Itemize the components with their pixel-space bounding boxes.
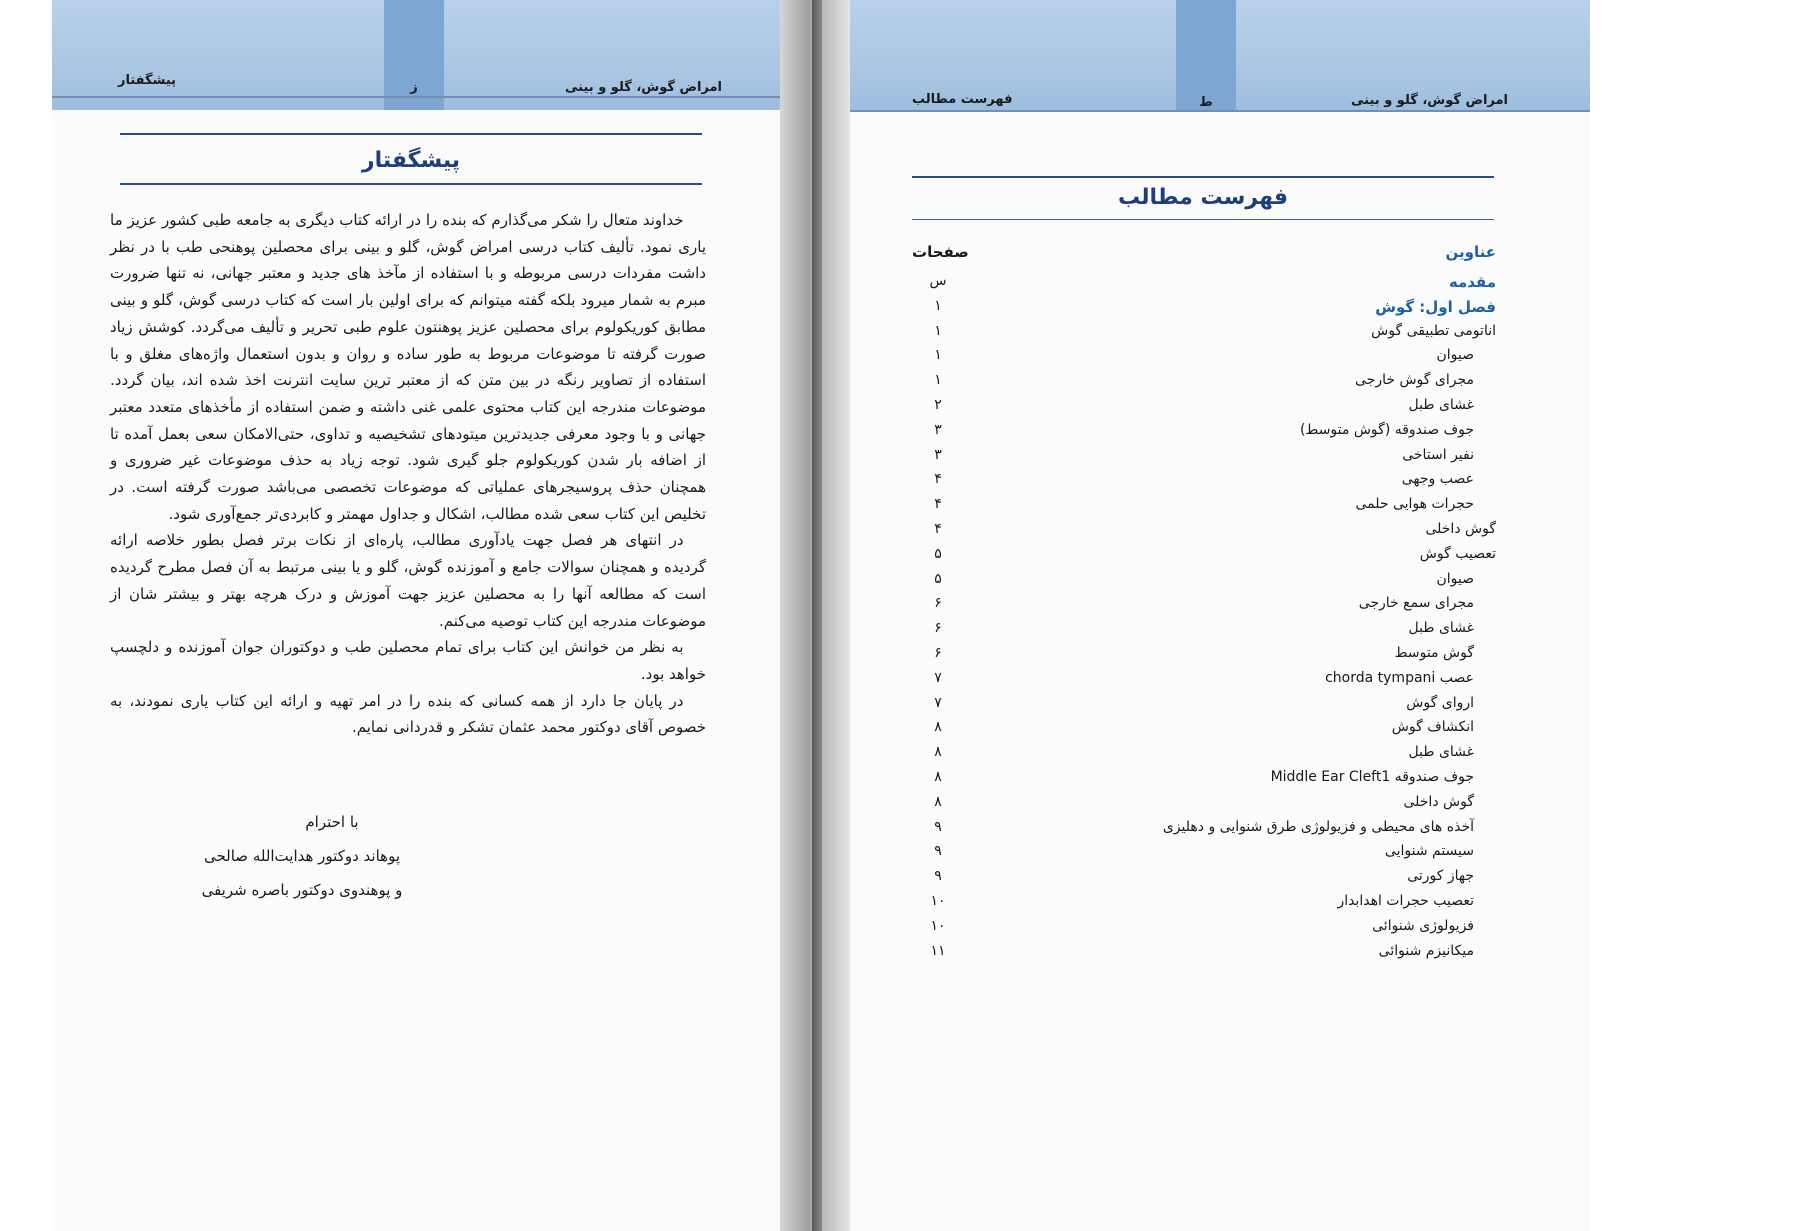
toc-entry-page: ۱ (934, 347, 942, 364)
toc-entry-title: آخذه های محیطی و فزیولوژی طرق شنوایی و دهلیزی (1162, 818, 1474, 835)
toc-entry-page: ۱۰ (930, 893, 946, 909)
toc-entry-page: ۴ (934, 521, 942, 537)
toc-entry-page: ۹ (934, 843, 942, 860)
foreword-paragraph: در انتهای هر فصل جهت یادآوری مطالب، پاره‌ای از نکات برتر فصل بطور خلاصه ارائه گردیده و همچنان سوالات جامع و آموزنده گوش، گلو و یا بینی مرتبط به آن فصل مطرح گردیده است که مطالعه آنها را به محصلین عزیز جهت آموزش و درک هرچه بهتر و بیشتر شان از موضوعات مندرجه این کتاب توصیه می‌کنم. (110, 531, 706, 630)
toc-column-titles: عناوین (1445, 243, 1496, 261)
header-line (52, 96, 780, 98)
toc-entry-page: ۷ (934, 694, 942, 711)
title-rule-top (120, 133, 702, 135)
toc-row (850, 918, 1590, 943)
toc-entry-title: غشای طبل (1408, 397, 1474, 413)
toc-entry-page: ۶ (934, 595, 942, 612)
toc-row (850, 447, 1590, 472)
page-title: پیشگفتار (361, 148, 461, 173)
toc-row (850, 546, 1590, 571)
toc-entry-title: اروای گوش (1406, 694, 1474, 711)
title-rule-top (912, 176, 1494, 178)
toc-entry-page: ۵ (934, 570, 942, 587)
toc-entry-page: س (929, 273, 947, 289)
toc-entry-page: ۶ (934, 645, 942, 661)
toc-row (850, 695, 1590, 720)
toc-entry-title: انکشاف گوش (1391, 719, 1474, 736)
signature-author-2: و پوهندوی دوکتور باصره شریفی (201, 881, 403, 899)
toc-row (850, 893, 1590, 918)
toc-row (850, 744, 1590, 769)
toc-entry-title: مقدمه (1448, 273, 1496, 291)
page-header-tab (1176, 0, 1236, 110)
toc-entry-title: جهاز کورتی (1407, 868, 1474, 885)
toc-entry-page: ۸ (934, 744, 942, 761)
toc-row (850, 620, 1590, 645)
toc-entry-page: ۱ (934, 372, 942, 389)
toc-entry-title: جوف صندوقه Middle Ear Cleft1 (1270, 769, 1474, 785)
toc-entry-title: فزیولوژی شنوائی (1372, 917, 1474, 934)
toc-entry-page: ۳ (934, 446, 942, 463)
toc-entry-title: نفیر استاخی (1402, 446, 1474, 463)
toc-entry-title: گوش داخلی (1403, 793, 1474, 810)
foreword-paragraph: در پایان جا دارد از همه کسانی که بنده را در امر تهیه و ارائه این کتاب یاری نمودند، به خصوص آقای دوکتور محمد عثمان تشکر و قدردانی نمایم. (110, 691, 706, 737)
toc-entry-page: ۵ (934, 545, 942, 562)
toc-entry-page: ۸ (934, 769, 942, 785)
toc-row (850, 769, 1590, 794)
header-page-letter: ط (1199, 95, 1213, 110)
toc-entry-page: ۱ (934, 297, 942, 314)
toc-row (850, 670, 1590, 695)
toc-row (850, 595, 1590, 620)
toc-entry-title: حجرات هوایی حلمی (1355, 496, 1474, 513)
foreword-body (110, 207, 706, 741)
signature-block (192, 805, 412, 907)
toc-entry-title: گوش داخلی (1425, 521, 1496, 537)
toc-row (850, 645, 1590, 670)
header-line (850, 110, 1590, 112)
toc-entry-title: غشای طبل (1408, 744, 1474, 761)
page-title: فهرست مطالب (1117, 185, 1289, 210)
header-book-title: امراض گوش، گلو و بینی (1351, 93, 1508, 108)
left-page (52, 0, 780, 1231)
toc-row (850, 819, 1590, 844)
header-section: پیشگفتار (118, 73, 177, 88)
toc-entry-page: ۴ (934, 496, 942, 513)
foreword-paragraph: به نظر من خوانش این کتاب برای تمام محصلین طب و دوکتوران جوان آموزنده و دلچسپ خواهد بود. (110, 638, 706, 683)
toc-entry-page: ۱ (934, 322, 942, 339)
toc-entry-page: ۴ (934, 471, 942, 488)
toc-row (850, 372, 1590, 397)
toc-row (850, 943, 1590, 968)
toc-entry-page: ۹ (934, 868, 942, 885)
toc-entry-title: غشای طبل (1408, 620, 1474, 637)
toc-entry-title: تعصیب حجرات اهدابدار (1337, 893, 1474, 909)
toc-entry-title: فصل اول: گوش (1375, 297, 1496, 316)
toc-entry-title: عصب chorda tympani (1325, 669, 1474, 686)
toc-entry-title: جوف صندوقه (گوش متوسط) (1299, 421, 1474, 438)
title-rule-bottom (912, 219, 1494, 220)
header-section: فهرست مطالب (912, 92, 1013, 107)
toc-row (850, 422, 1590, 447)
toc-entry-title: عصب وجهی (1401, 471, 1474, 488)
toc-column-pages: صفحات (912, 243, 969, 261)
toc-entry-page: ۳ (934, 421, 942, 438)
toc-entry-page: ۸ (934, 793, 942, 810)
toc-row (850, 843, 1590, 868)
toc-row (850, 496, 1590, 521)
toc-row (850, 298, 1590, 323)
right-page (850, 0, 1590, 1231)
toc-entry-title: صیوان (1436, 570, 1474, 587)
toc-row (850, 521, 1590, 546)
toc-entry-page: ۲ (934, 397, 942, 413)
toc-entry-page: ۱۱ (930, 942, 946, 959)
toc-row (850, 397, 1590, 422)
signature-closing: با احترام (305, 813, 359, 831)
toc-entry-page: ۸ (934, 719, 942, 736)
toc-entry-page: ۶ (934, 620, 942, 637)
toc-entry-title: سیستم شنوایی (1384, 843, 1474, 860)
foreword-paragraph: خداوند متعال را شکر می‌گذارم که بنده را در ارائه کتاب دیگری به جامعه طبی کشور عزیز ما یاری نمود. تألیف کتاب درسی امراض گوش، گلو و بینی برای محصلین پوهنحی طب با در نظر داشت مفردات درسی مربوطه و با استفاده از مآخذ های جدید و معتبر جهانی، نه تنها ضرورت مبرم به شمار میرود بلکه گفته میتوانم که برای اولین بار است که کتاب درسی گوش، گلو و بینی مطابق کوریکولوم برای محصلین عزیز پوهنتون علوم طبی تحریر و تألیف می‌گردد. کوشش زیاد صورت گرفته تا موضوعات مربوط به طور ساده و روان و بدون استعمال واژه‌های مغلق و با استفاده از تصاویر رنگه در بین متن که از معتبر ترین سایت انترنت اخذ شده اند، بیان گردد. موضوعات مندرجه این کتاب محتوی علمی غنی داشته و ضمن استفاده از مأخذهای متعدد معتبر جهانی و با وجود معرفی جدیدترین میتودهای تشخیصیه و تداوی، حتی‌الامکان سعی بعمل آمده تا از اضافه بار شدن کوریکولوم جلو گیری شود. توجه زیاد به حذف موضوعات غیر ضروری و همچنان حذف پروسیجرهای عملیاتی که موضوعات تخصصی می‌باشد صورت گرفته است. در تخلیص این کتاب سعی شده مطالب، اشکال و جداول مهمتر و کابردی‌تر جمع‌آوری شود. (110, 211, 706, 523)
toc-entry-page: ۱۰ (930, 917, 946, 934)
toc-row (850, 571, 1590, 596)
toc-entry-title: گوش متوسط (1394, 645, 1474, 661)
toc-entry-title: صیوان (1436, 347, 1474, 364)
toc-entry-title: مجرای گوش خارجی (1355, 372, 1474, 389)
toc-entry-title: اناتومی تطبیقی گوش (1371, 322, 1496, 339)
toc-entry-title: تعصیب گوش (1419, 545, 1496, 562)
toc-row (850, 347, 1590, 372)
signature-author-1: پوهاند دوکتور هدایت‌الله صالحی (203, 847, 400, 865)
header-page-letter: ز (410, 80, 418, 95)
toc-row (850, 868, 1590, 893)
toc-row (850, 471, 1590, 496)
toc-entry-page: ۹ (934, 818, 942, 835)
book-spine (812, 0, 822, 1231)
title-rule-bottom (120, 183, 702, 185)
header-book-title: امراض گوش، گلو و بینی (565, 80, 722, 95)
toc-row (850, 719, 1590, 744)
toc-entry-title: مجرای سمع خارجی (1358, 595, 1474, 612)
toc-entry-title: میکانیزم شنوائی (1378, 942, 1474, 959)
toc-entry-page: ۷ (934, 669, 942, 686)
toc-row (850, 323, 1590, 348)
toc-row (850, 273, 1590, 298)
toc-row (850, 794, 1590, 819)
